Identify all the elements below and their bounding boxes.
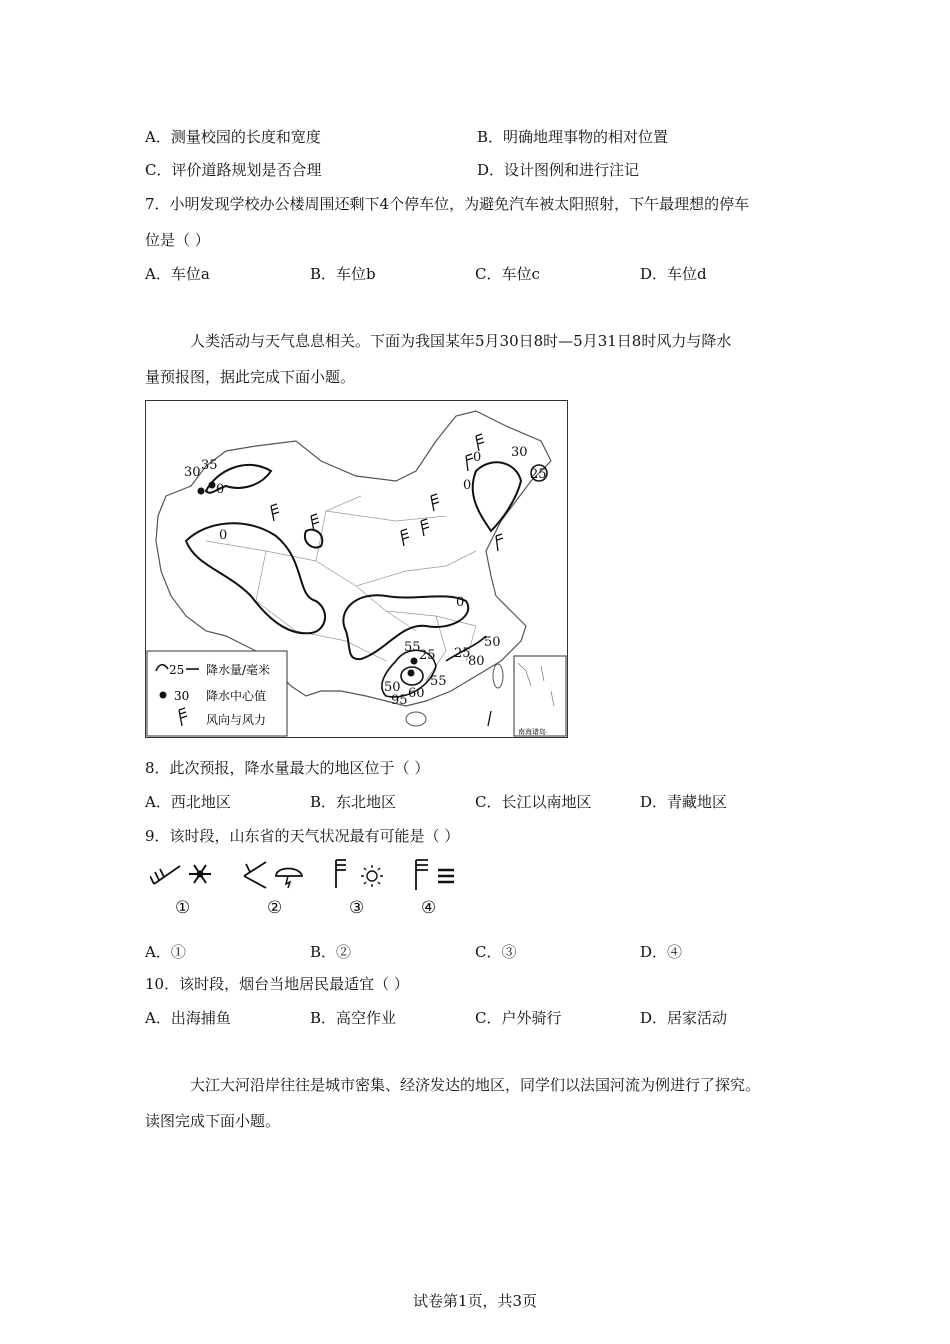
- intro2-line2: 读图完成下面小题。: [145, 1112, 281, 1130]
- q10-option-b: B．高空作业: [310, 1009, 397, 1027]
- legend-center-sample: 30: [174, 689, 190, 703]
- label-25-s1: 25: [419, 648, 436, 663]
- label-30-ne: 30: [511, 445, 528, 460]
- symbol-number-4: ④: [421, 898, 437, 918]
- label-0-ne2: 0: [463, 478, 472, 493]
- q6-option-b: B．明确地理事物的相对位置: [477, 128, 669, 146]
- label-95-s: 95: [391, 693, 408, 708]
- center-dot-s1: [411, 658, 418, 665]
- weather-symbol-1-icon: [150, 858, 220, 890]
- label-30-nw: 30: [184, 465, 201, 480]
- q10-option-d: D．居家活动: [640, 1009, 728, 1027]
- wind-barb-9: [488, 711, 491, 726]
- q6-option-c: C．评价道路规划是否合理: [145, 161, 322, 179]
- south-sea-inset: [514, 656, 566, 736]
- q6-option-a: A．测量校园的长度和宽度: [145, 128, 321, 146]
- q7-stem-line1: 7．小明发现学校办公楼周围还剩下4个停车位，为避免汽车被太阳照射，下午最理想的停车: [145, 195, 750, 213]
- q8-option-b: B．东北地区: [310, 793, 397, 811]
- label-60-s: 60: [408, 686, 425, 701]
- legend-wind-label: 风向与风力: [206, 713, 267, 727]
- wind-barb-1: [271, 504, 279, 521]
- q8-option-c: C．长江以南地区: [475, 793, 592, 811]
- intro1-line2: 量预报图，据此完成下面小题。: [145, 368, 356, 386]
- q9-option-a: A．①: [145, 943, 186, 961]
- isoline-center-0: [305, 530, 322, 548]
- wind-barb-2: [311, 514, 319, 531]
- intro2-line1: 大江大河沿岸往往是城市密集、经济发达的地区，同学们以法国河流为例进行了探究。: [190, 1076, 761, 1094]
- inset-label: 南海诸岛: [518, 728, 546, 736]
- q8-stem: 8．此次预报，降水量最大的地区位于（ ）: [145, 759, 430, 777]
- wind-barb-3: [431, 494, 439, 511]
- weather-symbol-3-icon: [330, 858, 400, 892]
- legend-isoline-sample: 25: [169, 663, 185, 677]
- isoline-ne-0: [473, 462, 521, 531]
- label-0-west: 0: [219, 528, 228, 543]
- center-dot-nw: [198, 488, 205, 495]
- wind-barb-8: [401, 529, 409, 546]
- legend-isoline-label: 降水量/毫米: [206, 663, 271, 677]
- q9-option-d: D．④: [640, 943, 683, 961]
- symbol-number-1: ①: [175, 898, 191, 918]
- wind-barb-7: [466, 454, 473, 471]
- symbol-number-2: ②: [267, 898, 283, 918]
- q10-option-a: A．出海捕鱼: [145, 1009, 231, 1027]
- label-50-e: 50: [484, 635, 501, 650]
- precipitation-wind-map: [145, 400, 568, 738]
- label-55-s: 55: [404, 640, 421, 655]
- q9-option-c: C．③: [475, 943, 517, 961]
- label-50-s: 50: [384, 680, 401, 695]
- q8-option-a: A．西北地区: [145, 793, 231, 811]
- label-25-ne: 25: [530, 467, 547, 482]
- label-80-e: 80: [468, 654, 485, 669]
- q7-option-c: C．车位c: [475, 265, 540, 283]
- q7-option-b: B．车位b: [310, 265, 376, 283]
- q10-option-c: C．户外骑行: [475, 1009, 562, 1027]
- wind-barb-4: [421, 519, 429, 536]
- q9-stem: 9．该时段，山东省的天气状况最有可能是（ ）: [145, 827, 460, 845]
- q7-option-a: A．车位a: [145, 265, 210, 283]
- label-55-s2: 55: [430, 674, 447, 689]
- q8-option-d: D．青藏地区: [640, 793, 728, 811]
- legend-center-label: 降水中心值: [206, 689, 267, 703]
- q7-option-d: D．车位d: [640, 265, 707, 283]
- wind-barb-6: [476, 434, 484, 451]
- weather-symbol-2-icon: [240, 858, 315, 890]
- label-0-nw: 0: [216, 482, 225, 497]
- q10-stem: 10．该时段，烟台当地居民最适宜（ ）: [145, 975, 409, 993]
- weather-symbol-4-icon: [410, 858, 480, 892]
- label-25-s2: 25: [454, 646, 471, 661]
- center-dot-nw2: [209, 482, 216, 489]
- weather-symbols: [145, 852, 505, 922]
- q9-option-b: B．②: [310, 943, 352, 961]
- symbol-number-3: ③: [349, 898, 365, 918]
- q6-option-d: D．设计图例和进行注记: [477, 161, 640, 179]
- center-dot-s2: [408, 670, 415, 677]
- intro1-line1: 人类活动与天气息息相关。下面为我国某年5月30日8时—5月31日8时风力与降水: [190, 332, 732, 350]
- label-0-ne1: 0: [473, 450, 482, 465]
- label-0-center: 0: [456, 595, 465, 610]
- label-35-nw: 35: [201, 458, 218, 473]
- page-footer: 试卷第1页，共3页: [412, 1292, 538, 1310]
- q7-stem-line2: 位是（ ）: [145, 231, 210, 249]
- wind-barb-5: [496, 534, 503, 551]
